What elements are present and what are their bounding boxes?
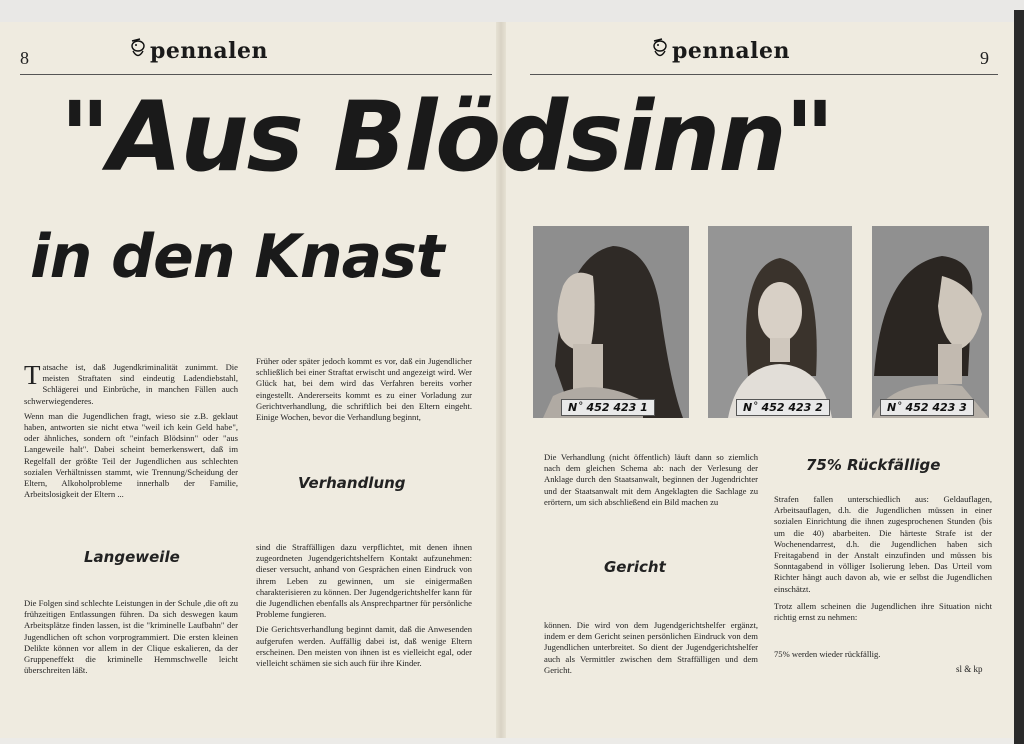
mugshot-photo-2 xyxy=(708,226,852,418)
magazine-name: pennalen xyxy=(672,38,790,64)
magazine-logo-left xyxy=(128,38,268,64)
subhead-rueckfaellige: 75% Rückfällige xyxy=(806,456,941,474)
header-rule-right xyxy=(530,74,998,75)
subhead-langeweile: Langeweile xyxy=(84,548,180,566)
column-2-top: Früher oder später jedoch kommt es vor, daß ein Jugendlicher schließlich bei einer Straftat erwischt und angezeigt wird. Wer Glück hat, bei dem wird das Verfahren bereits vorher eingestellt. Andererseits kommt es zu einer Vorladung zur Gerichtverhandlung, die schriftlich bei den Eltern eingeht. Einige Wochen, bevor die Verhandlung beginnt, xyxy=(256,356,472,423)
headline-main: "Aus Blödsinn" xyxy=(60,81,833,193)
id-plate: N˚ 452 423 1 xyxy=(561,399,655,416)
profile-right-portrait xyxy=(872,226,989,418)
subhead-verhandlung: Verhandlung xyxy=(298,474,406,492)
mugshot-photo-3 xyxy=(872,226,989,418)
id-plate: N˚ 452 423 2 xyxy=(736,399,830,416)
verhandlung-column xyxy=(256,542,472,673)
mascot-icon xyxy=(650,38,670,64)
gericht-text: können. Die wird von dem Jugendgerichtshelfer ergänzt, indem er dem Gericht seinen persönlichen Eindruck von dem Jugendlichen unterbreitet. So dient der Jugendgerichtshelfer auch als Vermittler zwischen dem Straffälligen und dem Gericht. xyxy=(544,620,758,675)
rueckfaellige-paragraph-1: Strafen fallen unterschiedlich aus: Geldauflagen, Arbeitsauflagen, d.h. die Jugendlichen müssen in einer sozialen Einrichtung die ihnen zugesprochenen Stunden (bis um die 40) abarbeiten. Die härteste Strafe ist der Wochenendarrest, d.h. die Jugendlichen haben sich Freitagabend in der Anstalt einzufinden und müssen bis Sonntagabend in völliger Isolierung leben. Das Urteil vom Richter hängt auch davon ab, wie er selbst die Jugendlichen einschätzt. xyxy=(774,494,992,594)
magazine-logo-right xyxy=(650,38,790,64)
mascot-icon xyxy=(128,38,148,64)
magazine-name: pennalen xyxy=(150,38,268,64)
page-number-right: 9 xyxy=(980,48,989,68)
scan-edge xyxy=(1014,10,1024,744)
profile-left-portrait xyxy=(533,226,689,418)
subhead-gericht: Gericht xyxy=(604,558,666,576)
scan-background xyxy=(0,0,1024,22)
intro-paragraph-1: atsache ist, daß Jugendkriminalität zunimmt. Die meisten Straftaten sind eindeutig Ladendiebstahl, Schlägerei und Einbrüche, in manchen Fällen auch schwerwiegenderes. xyxy=(24,362,238,406)
verhandlung-paragraph-1: sind die Straffälligen dazu verpflichtet, mit denen ihnen zugeordneten Jugendgerichtshelfern Kontakt aufzunehmen: dieser versucht, anhand von Gesprächen einen Eindruck von ihrem Leben zu gewinnen, um sie einigermaßen charakterisieren zu können. Der Jugendgerichtshelfer kann für die Jugendlichen ebenfalls als Ansprechpartner für persönliche Probleme fungieren. xyxy=(256,542,472,620)
page-number-left: 8 xyxy=(20,48,29,68)
rueckfaellige-column xyxy=(774,494,992,664)
id-plate: N˚ 452 423 3 xyxy=(880,399,974,416)
rueckfaellige-paragraph-2: Trotz allem scheinen die Jugendlichen ihre Situation nicht richtig ernst zu nehmen: xyxy=(774,600,992,623)
langeweile-text: Die Folgen sind schlechte Leistungen in der Schule ,die oft zu frühzeitigen Entlassungen führen. Da sich deswegen kaum Arbeitsplätze finden lassen, ist die "kriminelle Laufbahn" der Jugendlichen oft schon vorprogrammiert. Die ersten kleinen Delikte können vor allem in der Clique eskalieren, da der Gruppeneffekt die kriminelle Hemmschwelle leicht überschreiten läßt. xyxy=(24,598,238,676)
author-signoff: sl & kp xyxy=(956,664,983,674)
intro-paragraph-2: Wenn man die Jugendlichen fragt, wieso sie z.B. geklaut haben, antworten sie nicht etwa "weil ich kein Geld habe", oder ähnliches, sondern oft "einfach Blödsinn" oder "aus Langeweile halt". Dabei scheint bemerkenswert, daß im Regelfall der größte Teil der Jugendlichen aus schlechten sozialen Verhältnissen stammt, wie Trennung/Scheidung der Eltern, Alkoholprobleme innerhalb der Familie, Arbeitslosigkeit der Eltern ... xyxy=(24,410,238,500)
mugshot-photo-1 xyxy=(533,226,689,418)
dropcap: T xyxy=(24,360,41,390)
rueckfaellige-paragraph-3: 75% werden wieder rückfällig. xyxy=(774,649,881,660)
right-column-1-top: Die Verhandlung (nicht öffentlich) läuft dann so ziemlich nach dem gleichen Schema ab: nach der Verlesung der Anklage durch den Staatsanwalt, beginnen der Jugendrichter und der Staatsanwalt mit dem Angeklagten die Sachlage zu erörtern, um sich abschließend ein Bild machen zu xyxy=(544,452,758,507)
verhandlung-paragraph-2: Die Gerichtsverhandlung beginnt damit, daß die Anwesenden aufgerufen werden. Auffällig dabei ist, daß wenige Eltern erscheinen. Den meisten von ihnen ist es vielleicht egal, oder vielleicht schämen sie sich auch für ihre Kinder. xyxy=(256,624,472,669)
front-portrait xyxy=(708,226,852,418)
header-rule-left xyxy=(20,74,492,75)
intro-column xyxy=(24,362,238,504)
headline-sub: in den Knast xyxy=(30,222,444,292)
